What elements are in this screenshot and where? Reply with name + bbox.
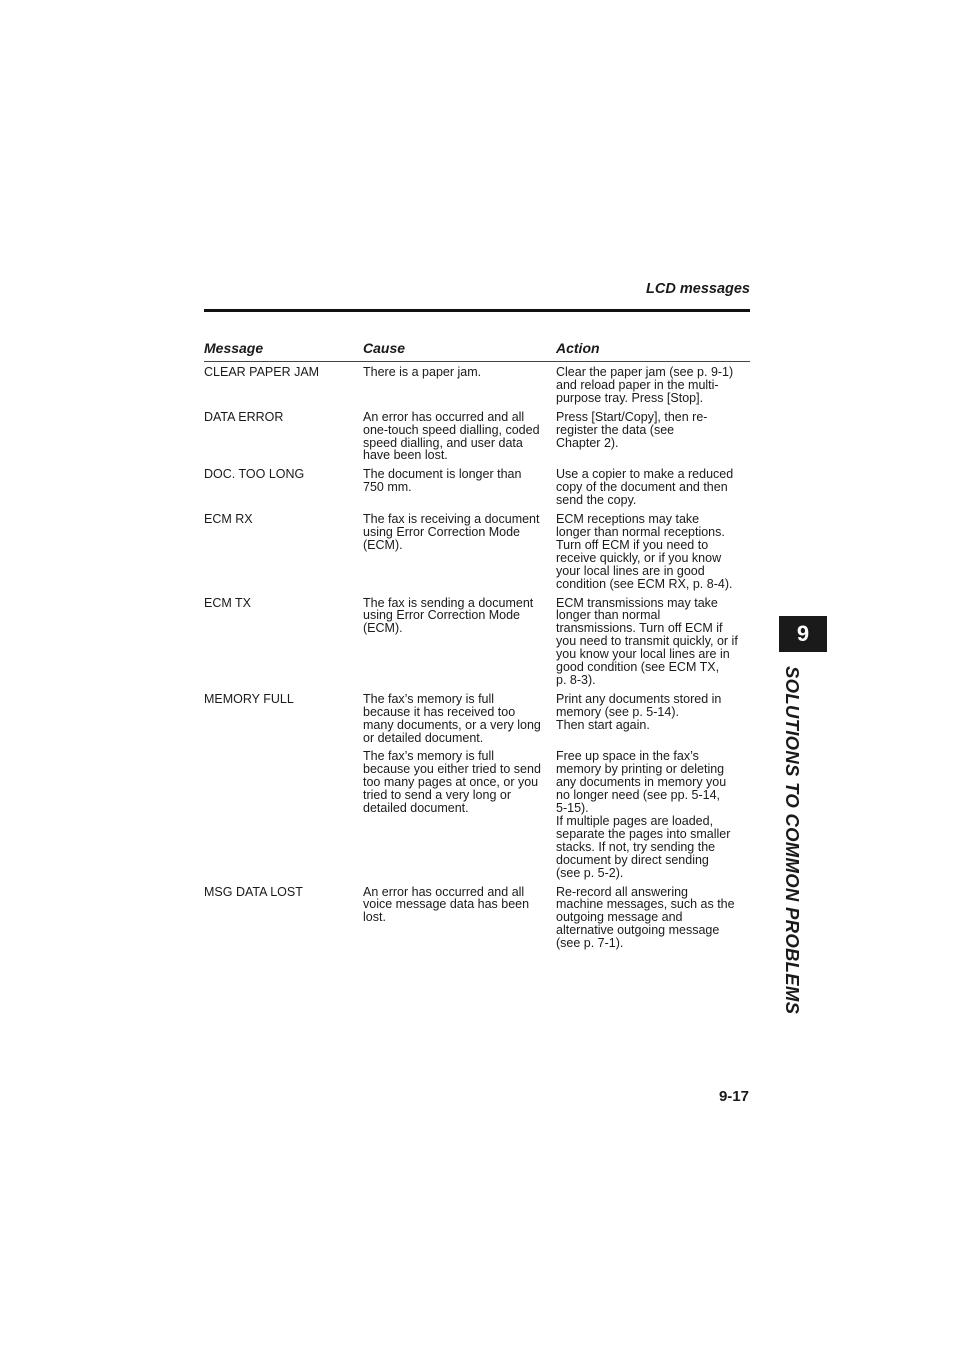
table-row — [204, 693, 750, 745]
page-number: 9-17 — [718, 1088, 749, 1105]
running-head-title: LCD messages — [646, 281, 750, 297]
message-cell — [204, 750, 363, 879]
action-cell: Re-record all answering machine messages, such as the outgoing message and alternative outgoing message (see p. 7-1). — [556, 884, 735, 951]
action-cell: Print any documents stored in memory (see p. 5-14). Then start again. — [556, 691, 722, 732]
cause-cell: The document is longer than 750 mm. — [363, 467, 522, 495]
table-row — [204, 886, 750, 951]
action-cell: Use a copier to make a reduced copy of the document and then send the copy. — [556, 467, 734, 508]
cause-cell: An error has occurred and all one-touch speed dialling, coded speed dialling, and user data have been lost. — [363, 409, 540, 463]
cause-cell: The fax is sending a document using Error Correction Mode (ECM). — [363, 595, 534, 636]
cause-cell: An error has occurred and all voice message data has been lost. — [363, 884, 530, 925]
action-cell: ECM receptions may take longer than normal receptions. Turn off ECM if you need to receive quickly, or if you know your local lines are in good condition (see ECM RX, p. 8-4). — [556, 512, 733, 591]
message-cell: ECM TX — [204, 595, 251, 610]
message-cell: DOC. TOO LONG — [204, 467, 305, 482]
table-row — [204, 750, 750, 879]
action-cell: Clear the paper jam (see p. 9-1) and reload paper in the multi- purpose tray. Press [Stop]. — [556, 365, 734, 405]
column-header-cause: Cause — [363, 340, 406, 356]
message-cell: MEMORY FULL — [204, 691, 294, 706]
cause-cell: The fax is receiving a document using Error Correction Mode (ECM). — [363, 512, 540, 552]
table-row — [204, 411, 750, 463]
action-cell: ECM transmissions may take longer than normal transmissions. Turn off ECM if you need to transmit quickly, or if you know your local lines are in good condition (see ECM TX, p. 8-3). — [556, 595, 738, 687]
header-rule — [204, 309, 750, 312]
message-cell: ECM RX — [204, 512, 253, 527]
cause-cell: The fax’s memory is full because you either tried to send too many pages at once, or you tried to send a very long or detailed document. — [363, 749, 541, 816]
chapter-title: SOLUTIONS TO COMMON PROBLEMS — [782, 666, 803, 1015]
cause-cell: The fax’s memory is full because it has received too many documents, or a very long or detailed document. — [363, 691, 541, 745]
table-row — [204, 468, 750, 507]
message-cell: MSG DATA LOST — [204, 884, 303, 899]
action-cell: Free up space in the fax’s memory by printing or deleting any documents in memory you no longer need (see pp. 5-14, 5-15). If multiple pages are loaded, separate the pages into smaller stacks. If not, try sending the document by direct sending (see p. 5-2). — [556, 749, 731, 880]
cause-cell: There is a paper jam. — [363, 365, 482, 379]
table-row — [204, 513, 750, 590]
table-header — [204, 339, 750, 362]
column-header-message: Message — [204, 340, 264, 356]
message-cell: DATA ERROR — [204, 409, 284, 424]
message-cell: CLEAR PAPER JAM — [204, 365, 320, 379]
chapter-number-tab: 9 — [779, 616, 827, 652]
table-row — [204, 597, 750, 687]
column-header-action: Action — [556, 340, 600, 356]
action-cell: Press [Start/Copy], then re- register the data (see Chapter 2). — [556, 409, 708, 450]
table-row — [204, 366, 750, 405]
lcd-messages-table — [204, 339, 750, 950]
